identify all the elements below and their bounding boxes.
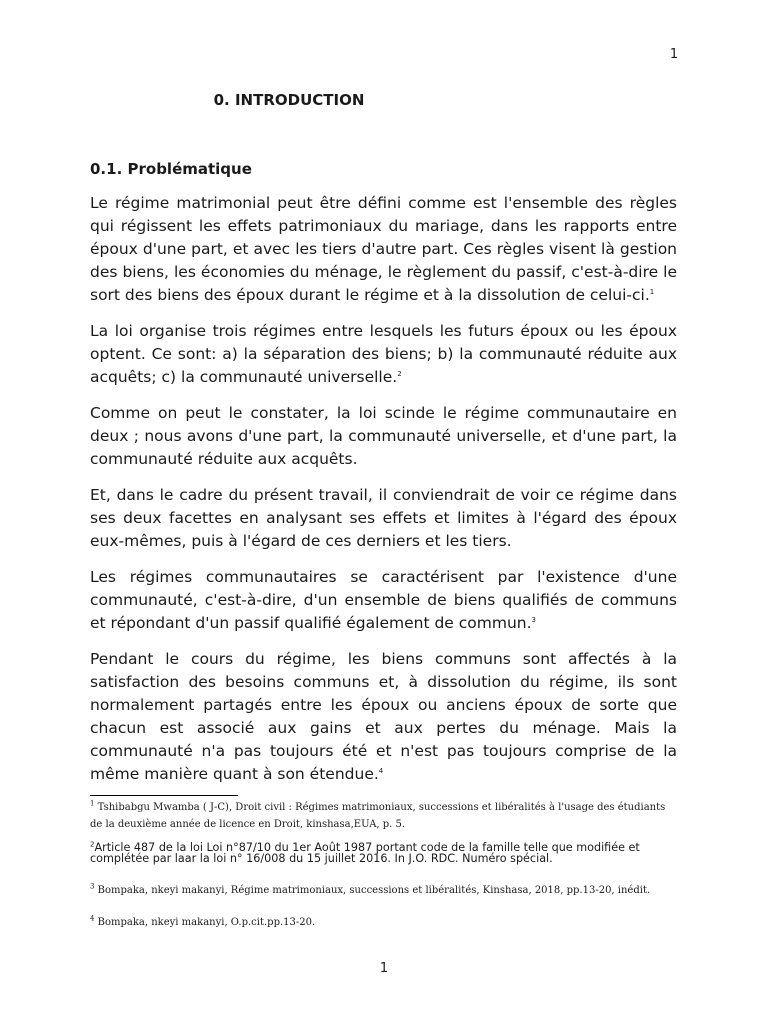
subsection-title: 0.1. Problématique	[90, 160, 252, 178]
footnote	[90, 842, 680, 864]
footnote-text: Bompaka, nkeyi makanyi, Régime matrimoniaux, successions et libéralités, Kinshasa, 2018, pp.13-20, inédit.	[94, 885, 651, 896]
footnote-mark: 2	[90, 840, 95, 849]
paragraph-text: Les régimes communautaires se caractérisent par l'existence d'une communauté, c'est-à-dire, d'un ensemble de biens qualifiés de communs et répondant d'un passif qualifié également de commun.	[90, 568, 677, 632]
paragraph	[90, 648, 677, 786]
paragraph-text: Comme on peut le constater, la loi scinde le régime communautaire en deux ; nous avons d'une part, la communauté universelle, et d'une part, la communauté réduite aux acquêts.	[90, 404, 677, 468]
footnote-mark: 4	[90, 914, 95, 923]
footnote-separator	[90, 795, 238, 796]
footnote	[90, 799, 680, 833]
paragraph-text: La loi organise trois régimes entre lesquels les futurs époux ou les époux optent. Ce sont: a) la séparation des biens; b) la communauté réduite aux acquêts; c) la communauté universelle.	[90, 322, 677, 386]
paragraph	[90, 192, 677, 307]
paragraph-text: Et, dans le cadre du présent travail, il conviendrait de voir ce régime dans ses deux facettes en analysant ses effets et limites à l'égard des époux eux-mêmes, puis à l'égard de ces derniers et les tiers.	[90, 486, 677, 550]
page-number-bottom: 1	[379, 961, 389, 976]
footnote-ref: 1	[649, 287, 655, 296]
paragraph	[90, 484, 677, 553]
footnote-ref: 4	[378, 766, 384, 775]
paragraph-text: Pendant le cours du régime, les biens communs sont affectés à la satisfaction des besoins communs et, à dissolution du régime, ils sont normalement partagés entre les époux ou anciens époux de sorte que chacun est associé aux gains et aux pertes du ménage. Mais la communauté n'a pas toujours été et n'est pas toujours comprise de la même manière quant à son étendue.	[90, 650, 677, 783]
footnote	[90, 882, 680, 899]
footnote-mark: 3	[90, 882, 95, 891]
footnote-ref: 2	[397, 369, 402, 378]
footnote-text: Bompaka, nkeyi makanyi, O.p.cit.pp.13-20.	[94, 917, 316, 928]
footnote-mark: 1	[90, 799, 95, 808]
footnote	[90, 914, 680, 931]
footnote-text: Tshibabgu Mwamba ( J-C), Droit civil : Régimes matrimoniaux, successions et libéralités à l'usage des étudiants de la deuxième année de licence en Droit, kinshasa,EUA, p. 5.	[90, 802, 666, 830]
paragraph	[90, 320, 677, 389]
page-number-top: 1	[669, 47, 679, 62]
footnote-text: Article 487 de la loi Loi n°87/10 du 1er Août 1987 portant code de la famille telle que modifiée et complétée par laar la loi n° 16/008 du 15 juillet 2016. In J.O. RDC. Numéro spécial.	[90, 841, 640, 865]
paragraph-text: Le régime matrimonial peut être défini comme est l'ensemble des règles qui régissent les effets patrimoniaux du mariage, dans les rapports entre époux d'une part, et avec les tiers d'autre part. Ces règles visent là gestion des biens, les économies du ménage, le règlement du passif, c'est-à-dire le sort des biens des époux durant le régime et à la dissolution de celui-ci.	[90, 194, 677, 304]
paragraph	[90, 566, 677, 635]
section-title: 0. INTRODUCTION	[213, 91, 365, 109]
paragraph	[90, 402, 677, 471]
footnote-ref: 3	[531, 615, 536, 624]
document-body	[90, 192, 677, 799]
